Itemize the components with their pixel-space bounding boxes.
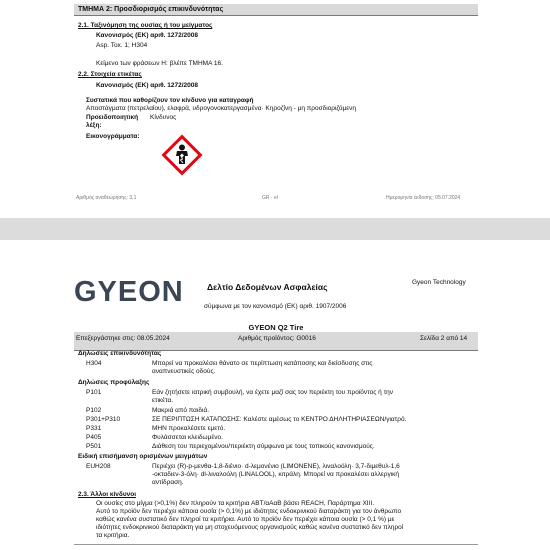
other-hazards-line: Οι ουσίες στο μίγμα (>0,1%) δεν πληρούν τα κριτήρια ΑΒΤ/αΑαΒ βάσει REACH, Παράρτημα XIII. — [96, 500, 374, 507]
precaution-text-line: Διάθεση του περιεχομένου/περιέκτη σύμφωνα με τους τοπικούς κανονισμούς. — [152, 443, 375, 450]
hazard-text-line: Μπορεί να προκαλέσει θάνατο σε περίπτωση κατάποσης και διείσδυσης στις — [152, 360, 373, 367]
hazard-text-line: αναπνευστικές οδούς. — [152, 368, 216, 375]
section-2-1-title: 2.1. Ταξινόμηση της ουσίας ή του μείγματος — [78, 22, 213, 29]
h-phrases-note: Κείμενο των φράσεων H: βλέπε ΤΜΗΜΑ 16. — [96, 60, 223, 67]
hazard-code: H304 — [86, 360, 102, 367]
section-2-header: ΤΜΗΜΑ 2: Προσδιορισμός επικινδυνότητας — [74, 4, 478, 16]
pictograms-label: Εικονογράμματα: — [86, 133, 140, 140]
classification-value: Asp. Tox. 1; H304 — [96, 42, 148, 49]
ghs08-health-hazard-icon — [161, 134, 203, 176]
signal-word-value: Κίνδυνος — [150, 114, 177, 121]
section-divider — [74, 544, 478, 545]
footer-revision: Αριθμός αναθεώρησης: 3,1 — [76, 195, 137, 201]
special-label-title: Ειδική επισήμανση ορισμένων μειγμάτων — [78, 453, 208, 460]
company-name: Gyeon Technology — [412, 279, 466, 286]
footer-language: GR - el — [262, 195, 278, 201]
special-label-text-line: αντίδραση. — [152, 479, 184, 486]
gyeon-logo: GYEON — [74, 276, 184, 308]
document-title: Δελτίο Δεδομένων Ασφαλείας — [207, 282, 328, 292]
page-number: Σελίδα 2 από 14 — [420, 335, 468, 342]
precaution-text-line: ετικέτα. — [152, 397, 174, 404]
precaution-code: P501 — [86, 443, 102, 450]
precaution-text-line: ΣΕ ΠΕΡΙΠΤΩΣΗ ΚΑΤΑΠΟΣΗΣ: Καλέστε αμέσως το ΚΕΝΤΡΟ ΔΗΛΗΤΗΡΙΑΣΕΩΝ/γιατρό. — [152, 416, 407, 423]
special-label-code: EUH208 — [86, 463, 111, 470]
regulation-label: Κανονισμός (ΕΚ) αριθ. 1272/2008 — [96, 32, 198, 39]
precaution-text-line: Φυλάσσεται κλειδωμένο. — [152, 434, 223, 441]
precaution-code: P102 — [86, 407, 102, 414]
processed-date: Επεξεργάστηκε στις: 08.05.2024 — [76, 335, 170, 342]
precaution-code: P301+P310 — [86, 416, 121, 423]
other-hazards-line: ιδιότητες ενδοκρινικού διαταράκτη για μη στοχευόμενους οργανισμούς καθώς κανένα συστατικό δεν πληροί — [96, 524, 404, 531]
other-hazards-line: τα κριτήρια. — [96, 532, 130, 539]
precaution-code: P101 — [86, 389, 102, 396]
section-2-3-title: 2.3. Άλλοι κίνδυνοι — [78, 491, 136, 498]
precaution-text-line: Εάν ζητήσετε ιατρική συμβουλή, να έχετε μαζί σας τον περιέκτη του προϊόντος ή την — [152, 389, 394, 396]
page-separator — [0, 218, 550, 240]
section-2-2-title: 2.2. Στοιχεία ετικέτας — [78, 71, 142, 78]
special-label-text-line: -οκταδιεν-3-όλη· dl-λιναλοόλη (LINALOOL), κιτράλη. Μπορεί να προκαλέσει αλλεργική — [152, 471, 400, 478]
precautionary-title: Δηλώσεις προφύλαξης — [78, 379, 150, 386]
regulation-label-2: Κανονισμός (ΕΚ) αριθ. 1272/2008 — [96, 82, 198, 89]
signal-word-label: Προειδοποιητική — [86, 114, 139, 121]
hazard-components-label: Συστατικά που καθορίζουν τον κίνδυνο για καταγραφή — [86, 97, 254, 104]
product-name: GYEON Q2 Tire — [248, 323, 304, 332]
signal-word-label-2: λέξη: — [86, 122, 102, 129]
footer-print-date: Ημερομηνία έκδοσης: 05.07.2024 — [386, 195, 461, 201]
product-number: Αριθμός προϊόντος: G0016 — [238, 335, 316, 342]
precaution-text-line: ΜΗΝ προκαλέσετε εμετό. — [152, 425, 226, 432]
special-label-text-line: Περιέχει (R)-p-μενθα-1,8-διένιο· d-λεμονένιο (LIMONENE), λιναλοόλη· 3,7-διμεθυλ-1,6 — [152, 463, 400, 470]
document-subtitle: σύμφωνα με τον κανονισμό (ΕΚ) αριθ. 1907/2006 — [204, 303, 347, 310]
precaution-code: P331 — [86, 425, 102, 432]
hazard-statements-title: Δηλώσεις επικινδυνότητας — [78, 350, 162, 357]
other-hazards-line: καθώς κανένα συστατικό δεν πληροί τα κριτήρια. Αυτό το προϊόν δεν περιέχει κάποια ουσία (> 0,1 %) με — [96, 516, 395, 523]
precaution-code: P405 — [86, 434, 102, 441]
hazard-components-value: Αποστάγματα (πετρελαίου), ελαφρά, υδρογονοκατεργασμένα· Κηροζίνη - μη προσδιοριζόμενη — [86, 105, 356, 112]
precaution-text-line: Μακριά από παιδιά. — [152, 407, 210, 414]
other-hazards-line: Αυτό το προϊόν δεν περιέχει κάποια ουσία (> 0,1%) με ιδιότητες ενδοκρινικού διαταράκτη για τον άνθρωπο — [96, 508, 402, 515]
